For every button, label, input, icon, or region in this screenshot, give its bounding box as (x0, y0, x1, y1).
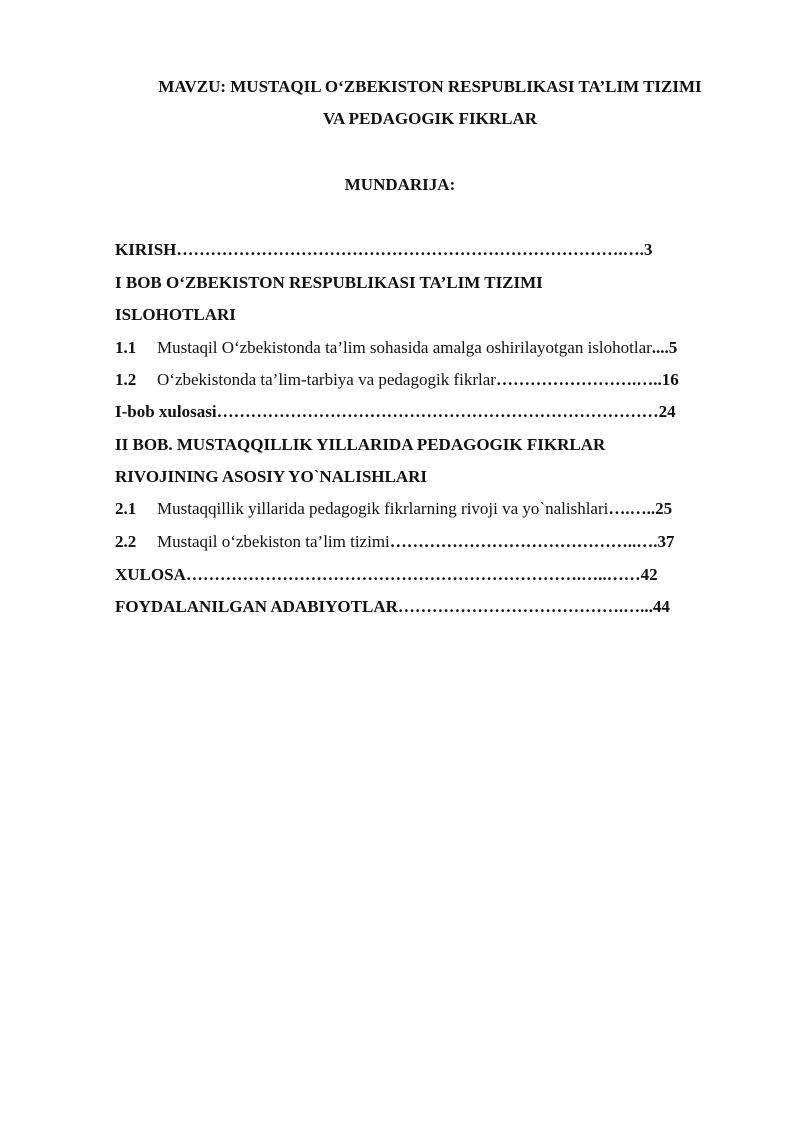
toc-entry-1-1 (115, 333, 677, 363)
toc-entry-xulosa: XULOSA…………………………………………………………….…..……42 (115, 565, 658, 584)
toc-chapter-2-title-line-1: II BOB. MUSTAQQILLIK YILLARIDA PEDAGOGIK FIKRLAR (115, 435, 606, 454)
toc-chapter-1-title-line-1: I BOB O‘ZBEKISTON RESPUBLIKASI TA’LIM TIZIMI (115, 273, 543, 292)
page-number: ....5 (651, 338, 678, 357)
page-number: ….…..25 (608, 499, 673, 518)
toc-entry-kirish: KIRISH…………………………………………………………………….….3 (115, 240, 653, 259)
section-number: 2.1 (115, 499, 137, 518)
page-number: ……………………………………..….37 (389, 532, 675, 551)
toc-entry-1-2 (115, 365, 679, 395)
toc-entry-2-2 (115, 527, 675, 557)
toc-chapter-1-title-line-2: ISLOHOTLARI (115, 305, 236, 324)
toc-entry-foydalanilgan-adabiyotlar: FOYDALANILGAN ADABIYOTLAR………………………………….…...44 (115, 597, 670, 616)
section-title: Mustaqqillik yillarida pedagogik fikrlarning rivoji va yo`nalishlari (157, 499, 609, 518)
section-number: 2.2 (115, 532, 137, 551)
toc-chapter-2-title-line-2: RIVOJINING ASOSIY YO`NALISHLARI (115, 467, 428, 486)
section-title: Mustaqil O‘zbekistonda ta’lim sohasida amalga oshirilayotgan islohotlar (157, 338, 652, 357)
page-number: …………………….…..16 (495, 370, 679, 389)
document-title-line-1: MAVZU: MUSTAQIL O‘ZBEKISTON RESPUBLIKASI TA’LIM TIZIMI (158, 77, 702, 96)
section-number: 1.1 (115, 338, 137, 357)
section-number: 1.2 (115, 370, 137, 389)
contents-heading: MUNDARIJA: (344, 175, 456, 194)
toc-entry-2-1 (115, 494, 672, 524)
toc-entry-i-bob-xulosasi: I-bob xulosasi……………………………………………………………………24 (115, 402, 676, 421)
section-title: O‘zbekistonda ta’lim-tarbiya va pedagogik fikrlar (157, 370, 496, 389)
document-title-line-2: VA PEDAGOGIK FIKRLAR (322, 109, 538, 128)
section-title: Mustaqil o‘zbekiston ta’lim tizimi (157, 532, 390, 551)
